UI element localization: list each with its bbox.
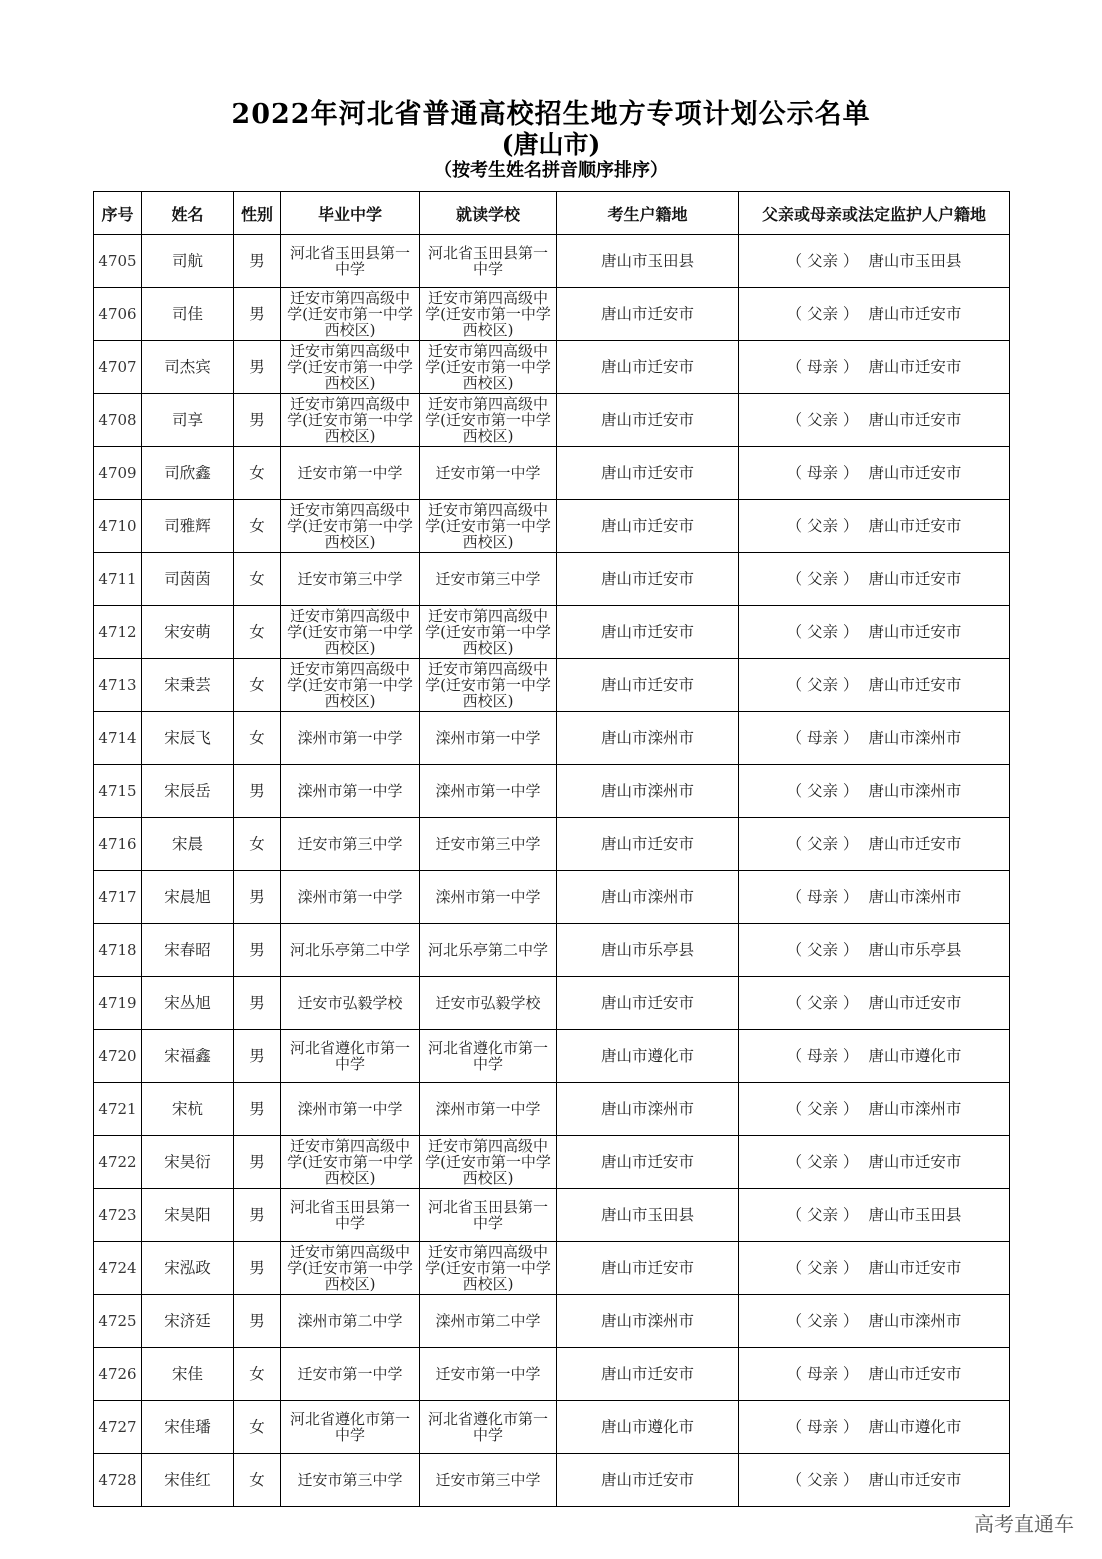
parent-relation: （ 父亲 ） — [786, 1312, 859, 1330]
cell-current-school: 迁安市第四高级中学(迁安市第一中学西校区) — [420, 500, 557, 553]
parent-hukou-location: 唐山市迁安市 — [868, 623, 962, 641]
header-gender: 性别 — [234, 192, 281, 235]
cell-no: 4707 — [94, 341, 142, 394]
cell-name: 宋春昭 — [142, 924, 234, 977]
parent-hukou-location: 唐山市迁安市 — [868, 1153, 962, 1171]
cell-parent-hukou — [739, 341, 1010, 394]
cell-current-school: 迁安市第四高级中学(迁安市第一中学西校区) — [420, 1242, 557, 1295]
parent-hukou-location: 唐山市滦州市 — [868, 888, 962, 906]
parent-relation: （ 父亲 ） — [786, 941, 859, 959]
cell-no: 4727 — [94, 1401, 142, 1454]
cell-name: 宋秉芸 — [142, 659, 234, 712]
cell-hukou: 唐山市迁安市 — [557, 447, 739, 500]
cell-name: 司雅辉 — [142, 500, 234, 553]
cell-no: 4718 — [94, 924, 142, 977]
cell-name: 宋辰飞 — [142, 712, 234, 765]
cell-name: 司欣鑫 — [142, 447, 234, 500]
page-title: 2022年河北省普通高校招生地方专项计划公示名单 — [231, 99, 871, 130]
cell-hukou: 唐山市迁安市 — [557, 659, 739, 712]
table-row — [94, 606, 1010, 659]
cell-gender: 男 — [234, 394, 281, 447]
cell-grad-school: 滦州市第一中学 — [281, 765, 420, 818]
header-hukou: 考生户籍地 — [557, 192, 739, 235]
parent-relation: （ 父亲 ） — [786, 517, 859, 535]
parent-hukou-location: 唐山市滦州市 — [868, 1100, 962, 1118]
page-subtitle-city: (唐山市) — [501, 130, 601, 159]
cell-gender: 女 — [234, 1401, 281, 1454]
cell-gender: 女 — [234, 500, 281, 553]
cell-grad-school: 滦州市第一中学 — [281, 871, 420, 924]
header-name: 姓名 — [142, 192, 234, 235]
cell-gender: 男 — [234, 977, 281, 1030]
header-parent-hukou: 父亲或母亲或法定监护人户籍地 — [739, 192, 1010, 235]
cell-name: 宋济廷 — [142, 1295, 234, 1348]
parent-hukou-location: 唐山市迁安市 — [868, 994, 962, 1012]
cell-name: 宋佳 — [142, 1348, 234, 1401]
parent-relation: （ 父亲 ） — [786, 252, 859, 270]
cell-no: 4717 — [94, 871, 142, 924]
cell-gender: 女 — [234, 659, 281, 712]
cell-hukou: 唐山市迁安市 — [557, 341, 739, 394]
parent-relation: （ 父亲 ） — [786, 1153, 859, 1171]
table-row — [94, 818, 1010, 871]
cell-grad-school: 迁安市第四高级中学(迁安市第一中学西校区) — [281, 394, 420, 447]
cell-name: 宋佳红 — [142, 1454, 234, 1507]
cell-gender: 男 — [234, 1242, 281, 1295]
header-no: 序号 — [94, 192, 142, 235]
parent-relation: （ 父亲 ） — [786, 1100, 859, 1118]
cell-parent-hukou — [739, 1242, 1010, 1295]
table-row — [94, 765, 1010, 818]
table-row — [94, 1401, 1010, 1454]
table-row — [94, 341, 1010, 394]
cell-current-school: 滦州市第二中学 — [420, 1295, 557, 1348]
parent-hukou-location: 唐山市迁安市 — [868, 1471, 962, 1489]
cell-grad-school: 河北省玉田县第一中学 — [281, 1189, 420, 1242]
cell-gender: 男 — [234, 871, 281, 924]
cell-hukou: 唐山市迁安市 — [557, 1348, 739, 1401]
cell-hukou: 唐山市遵化市 — [557, 1401, 739, 1454]
cell-hukou: 唐山市迁安市 — [557, 1136, 739, 1189]
cell-current-school: 河北省玉田县第一中学 — [420, 235, 557, 288]
cell-hukou: 唐山市迁安市 — [557, 288, 739, 341]
cell-grad-school: 滦州市第一中学 — [281, 712, 420, 765]
cell-hukou: 唐山市遵化市 — [557, 1030, 739, 1083]
parent-hukou-location: 唐山市迁安市 — [868, 464, 962, 482]
cell-gender: 男 — [234, 1083, 281, 1136]
cell-hukou: 唐山市迁安市 — [557, 553, 739, 606]
cell-parent-hukou — [739, 500, 1010, 553]
cell-gender: 男 — [234, 235, 281, 288]
cell-gender: 女 — [234, 1454, 281, 1507]
table-row — [94, 394, 1010, 447]
cell-gender: 男 — [234, 924, 281, 977]
cell-current-school: 迁安市第一中学 — [420, 1348, 557, 1401]
parent-hukou-location: 唐山市迁安市 — [868, 517, 962, 535]
cell-current-school: 迁安市第四高级中学(迁安市第一中学西校区) — [420, 288, 557, 341]
cell-current-school: 河北省遵化市第一中学 — [420, 1030, 557, 1083]
table-row — [94, 500, 1010, 553]
cell-no: 4711 — [94, 553, 142, 606]
cell-hukou: 唐山市滦州市 — [557, 1083, 739, 1136]
cell-grad-school: 迁安市第三中学 — [281, 553, 420, 606]
cell-parent-hukou — [739, 606, 1010, 659]
cell-hukou: 唐山市乐亭县 — [557, 924, 739, 977]
cell-no: 4708 — [94, 394, 142, 447]
cell-name: 宋丛旭 — [142, 977, 234, 1030]
cell-name: 宋泓政 — [142, 1242, 234, 1295]
cell-parent-hukou — [739, 712, 1010, 765]
header-grad-school: 毕业中学 — [281, 192, 420, 235]
cell-gender: 男 — [234, 288, 281, 341]
table-row — [94, 447, 1010, 500]
cell-parent-hukou — [739, 288, 1010, 341]
table-row — [94, 1083, 1010, 1136]
cell-parent-hukou — [739, 871, 1010, 924]
cell-grad-school: 河北省玉田县第一中学 — [281, 235, 420, 288]
table-row — [94, 1454, 1010, 1507]
parent-relation: （ 父亲 ） — [786, 305, 859, 323]
parent-hukou-location: 唐山市乐亭县 — [868, 941, 962, 959]
cell-hukou: 唐山市迁安市 — [557, 977, 739, 1030]
table-row — [94, 924, 1010, 977]
cell-gender: 女 — [234, 553, 281, 606]
table-row — [94, 288, 1010, 341]
parent-hukou-location: 唐山市滦州市 — [868, 1312, 962, 1330]
cell-current-school: 迁安市第四高级中学(迁安市第一中学西校区) — [420, 394, 557, 447]
cell-name: 宋佳璠 — [142, 1401, 234, 1454]
cell-grad-school: 迁安市第四高级中学(迁安市第一中学西校区) — [281, 341, 420, 394]
cell-name: 司茵茵 — [142, 553, 234, 606]
cell-name: 宋昊阳 — [142, 1189, 234, 1242]
parent-relation: （ 母亲 ） — [786, 1365, 859, 1383]
cell-hukou: 唐山市滦州市 — [557, 712, 739, 765]
cell-grad-school: 迁安市第三中学 — [281, 1454, 420, 1507]
cell-name: 宋安萌 — [142, 606, 234, 659]
cell-current-school: 迁安市第四高级中学(迁安市第一中学西校区) — [420, 1136, 557, 1189]
cell-current-school: 迁安市第四高级中学(迁安市第一中学西校区) — [420, 606, 557, 659]
cell-hukou: 唐山市迁安市 — [557, 1454, 739, 1507]
cell-hukou: 唐山市滦州市 — [557, 1295, 739, 1348]
parent-hukou-location: 唐山市玉田县 — [868, 252, 962, 270]
cell-hukou: 唐山市玉田县 — [557, 235, 739, 288]
cell-no: 4716 — [94, 818, 142, 871]
cell-parent-hukou — [739, 765, 1010, 818]
cell-parent-hukou — [739, 1136, 1010, 1189]
cell-grad-school: 迁安市第四高级中学(迁安市第一中学西校区) — [281, 1242, 420, 1295]
cell-grad-school: 迁安市第一中学 — [281, 447, 420, 500]
watermark-text: 高考直通车 — [974, 1512, 1074, 1536]
cell-current-school: 迁安市第三中学 — [420, 818, 557, 871]
parent-relation: （ 父亲 ） — [786, 1471, 859, 1489]
cell-gender: 男 — [234, 1295, 281, 1348]
cell-hukou: 唐山市迁安市 — [557, 606, 739, 659]
cell-parent-hukou — [739, 1189, 1010, 1242]
admission-list-table — [93, 191, 1010, 1507]
cell-parent-hukou — [739, 394, 1010, 447]
cell-hukou: 唐山市滦州市 — [557, 871, 739, 924]
parent-relation: （ 母亲 ） — [786, 1418, 859, 1436]
table-row — [94, 659, 1010, 712]
cell-gender: 男 — [234, 1030, 281, 1083]
cell-name: 司杰宾 — [142, 341, 234, 394]
cell-no: 4709 — [94, 447, 142, 500]
parent-relation: （ 母亲 ） — [786, 888, 859, 906]
parent-relation: （ 父亲 ） — [786, 623, 859, 641]
cell-name: 司享 — [142, 394, 234, 447]
cell-parent-hukou — [739, 1295, 1010, 1348]
cell-current-school: 河北省遵化市第一中学 — [420, 1401, 557, 1454]
cell-current-school: 迁安市第四高级中学(迁安市第一中学西校区) — [420, 659, 557, 712]
cell-no: 4723 — [94, 1189, 142, 1242]
cell-parent-hukou — [739, 1083, 1010, 1136]
cell-parent-hukou — [739, 924, 1010, 977]
parent-relation: （ 父亲 ） — [786, 835, 859, 853]
parent-relation: （ 母亲 ） — [786, 729, 859, 747]
cell-no: 4706 — [94, 288, 142, 341]
cell-grad-school: 迁安市第四高级中学(迁安市第一中学西校区) — [281, 288, 420, 341]
parent-relation: （ 父亲 ） — [786, 676, 859, 694]
cell-current-school: 滦州市第一中学 — [420, 765, 557, 818]
cell-current-school: 河北乐亭第二中学 — [420, 924, 557, 977]
parent-hukou-location: 唐山市玉田县 — [868, 1206, 962, 1224]
parent-hukou-location: 唐山市迁安市 — [868, 305, 962, 323]
table-row — [94, 235, 1010, 288]
cell-grad-school: 河北乐亭第二中学 — [281, 924, 420, 977]
cell-no: 4728 — [94, 1454, 142, 1507]
parent-relation: （ 父亲 ） — [786, 994, 859, 1012]
cell-name: 宋福鑫 — [142, 1030, 234, 1083]
cell-gender: 女 — [234, 818, 281, 871]
cell-gender: 女 — [234, 606, 281, 659]
parent-hukou-location: 唐山市迁安市 — [868, 1259, 962, 1277]
cell-grad-school: 迁安市第四高级中学(迁安市第一中学西校区) — [281, 659, 420, 712]
cell-hukou: 唐山市玉田县 — [557, 1189, 739, 1242]
cell-gender: 女 — [234, 447, 281, 500]
cell-gender: 女 — [234, 712, 281, 765]
cell-hukou: 唐山市迁安市 — [557, 500, 739, 553]
cell-no: 4715 — [94, 765, 142, 818]
cell-gender: 男 — [234, 341, 281, 394]
cell-parent-hukou — [739, 1401, 1010, 1454]
table-row — [94, 553, 1010, 606]
cell-no: 4713 — [94, 659, 142, 712]
table-row — [94, 1189, 1010, 1242]
cell-grad-school: 滦州市第二中学 — [281, 1295, 420, 1348]
parent-relation: （ 母亲 ） — [786, 1047, 859, 1065]
table-row — [94, 871, 1010, 924]
cell-name: 宋晨旭 — [142, 871, 234, 924]
cell-grad-school: 迁安市第四高级中学(迁安市第一中学西校区) — [281, 1136, 420, 1189]
parent-hukou-location: 唐山市迁安市 — [868, 358, 962, 376]
parent-relation: （ 父亲 ） — [786, 782, 859, 800]
cell-grad-school: 迁安市弘毅学校 — [281, 977, 420, 1030]
cell-grad-school: 迁安市第三中学 — [281, 818, 420, 871]
table-row — [94, 977, 1010, 1030]
parent-hukou-location: 唐山市迁安市 — [868, 676, 962, 694]
cell-no: 4725 — [94, 1295, 142, 1348]
parent-relation: （ 父亲 ） — [786, 1259, 859, 1277]
cell-parent-hukou — [739, 1030, 1010, 1083]
cell-gender: 男 — [234, 1136, 281, 1189]
parent-hukou-location: 唐山市遵化市 — [868, 1047, 962, 1065]
parent-hukou-location: 唐山市遵化市 — [868, 1418, 962, 1436]
parent-relation: （ 父亲 ） — [786, 411, 859, 429]
cell-current-school: 迁安市第四高级中学(迁安市第一中学西校区) — [420, 341, 557, 394]
cell-parent-hukou — [739, 235, 1010, 288]
table-row — [94, 712, 1010, 765]
table-row — [94, 1348, 1010, 1401]
cell-gender: 男 — [234, 765, 281, 818]
cell-name: 宋辰岳 — [142, 765, 234, 818]
cell-name: 宋杭 — [142, 1083, 234, 1136]
parent-relation: （ 父亲 ） — [786, 570, 859, 588]
cell-parent-hukou — [739, 1348, 1010, 1401]
cell-no: 4712 — [94, 606, 142, 659]
cell-no: 4720 — [94, 1030, 142, 1083]
cell-gender: 男 — [234, 1189, 281, 1242]
cell-current-school: 迁安市第一中学 — [420, 447, 557, 500]
cell-name: 司佳 — [142, 288, 234, 341]
parent-hukou-location: 唐山市滦州市 — [868, 782, 962, 800]
parent-hukou-location: 唐山市滦州市 — [868, 729, 962, 747]
sort-note: （按考生姓名拼音顺序排序） — [434, 160, 668, 181]
table-row — [94, 1295, 1010, 1348]
parent-relation: （ 母亲 ） — [786, 358, 859, 376]
cell-gender: 女 — [234, 1348, 281, 1401]
parent-hukou-location: 唐山市迁安市 — [868, 835, 962, 853]
cell-current-school: 迁安市第三中学 — [420, 553, 557, 606]
table-row — [94, 1136, 1010, 1189]
parent-relation: （ 父亲 ） — [786, 1206, 859, 1224]
cell-current-school: 迁安市弘毅学校 — [420, 977, 557, 1030]
cell-no: 4705 — [94, 235, 142, 288]
cell-parent-hukou — [739, 553, 1010, 606]
cell-current-school: 滦州市第一中学 — [420, 1083, 557, 1136]
cell-no: 4724 — [94, 1242, 142, 1295]
cell-current-school: 河北省玉田县第一中学 — [420, 1189, 557, 1242]
cell-grad-school: 河北省遵化市第一中学 — [281, 1030, 420, 1083]
header-current-school: 就读学校 — [420, 192, 557, 235]
cell-parent-hukou — [739, 818, 1010, 871]
cell-no: 4722 — [94, 1136, 142, 1189]
cell-current-school: 滦州市第一中学 — [420, 712, 557, 765]
cell-grad-school: 迁安市第四高级中学(迁安市第一中学西校区) — [281, 500, 420, 553]
cell-current-school: 滦州市第一中学 — [420, 871, 557, 924]
cell-parent-hukou — [739, 1454, 1010, 1507]
cell-hukou: 唐山市迁安市 — [557, 394, 739, 447]
cell-no: 4721 — [94, 1083, 142, 1136]
table-row — [94, 1242, 1010, 1295]
cell-no: 4710 — [94, 500, 142, 553]
cell-no: 4726 — [94, 1348, 142, 1401]
cell-current-school: 迁安市第三中学 — [420, 1454, 557, 1507]
cell-no: 4714 — [94, 712, 142, 765]
cell-hukou: 唐山市迁安市 — [557, 818, 739, 871]
cell-grad-school: 迁安市第一中学 — [281, 1348, 420, 1401]
table-header-row — [94, 192, 1010, 235]
table-row — [94, 1030, 1010, 1083]
cell-parent-hukou — [739, 659, 1010, 712]
parent-hukou-location: 唐山市迁安市 — [868, 570, 962, 588]
cell-hukou: 唐山市滦州市 — [557, 765, 739, 818]
cell-no: 4719 — [94, 977, 142, 1030]
parent-hukou-location: 唐山市迁安市 — [868, 1365, 962, 1383]
cell-parent-hukou — [739, 447, 1010, 500]
cell-parent-hukou — [739, 977, 1010, 1030]
cell-name: 宋昊衍 — [142, 1136, 234, 1189]
parent-hukou-location: 唐山市迁安市 — [868, 411, 962, 429]
cell-hukou: 唐山市迁安市 — [557, 1242, 739, 1295]
cell-name: 宋晨 — [142, 818, 234, 871]
cell-grad-school: 迁安市第四高级中学(迁安市第一中学西校区) — [281, 606, 420, 659]
parent-relation: （ 母亲 ） — [786, 464, 859, 482]
cell-name: 司航 — [142, 235, 234, 288]
cell-grad-school: 河北省遵化市第一中学 — [281, 1401, 420, 1454]
cell-grad-school: 滦州市第一中学 — [281, 1083, 420, 1136]
